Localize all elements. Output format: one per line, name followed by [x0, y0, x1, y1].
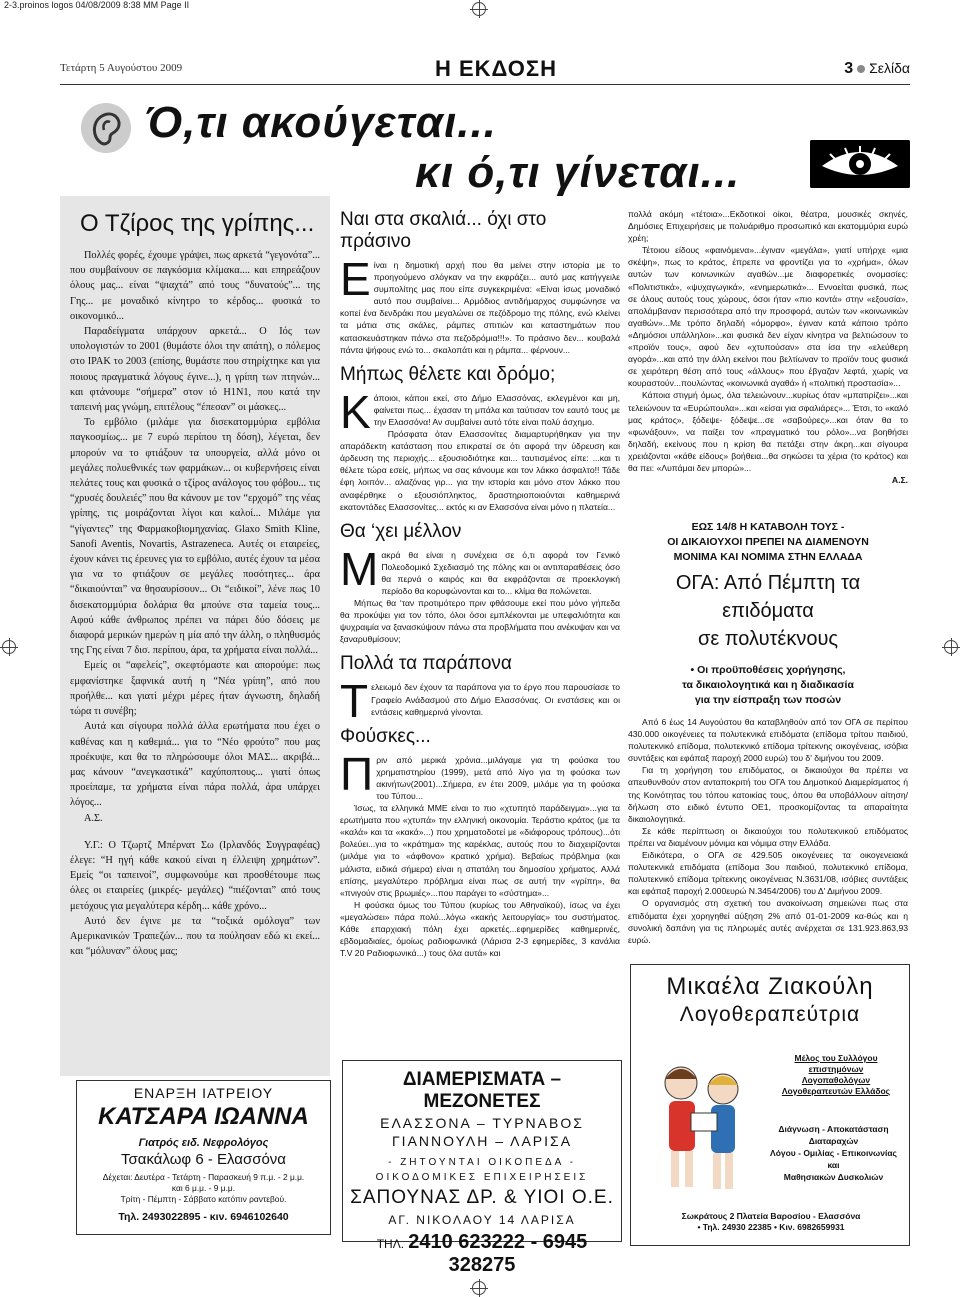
- registration-mark-icon: [472, 1281, 486, 1295]
- article-paragraph: Ειδικότερα, ο ΟΓΑ σε 429.505 οικογένειες τα οικογενειακά πολυτεκνικά επιδόματα (επίδομα 3ου παιδιού, πολυτεκνικό επίδομα, πολυτεκνικό επίδομα τρίτεκνης οικογένειας Ν.3631/08, ισόβιες συντάξεις και εφάπαξ παροχή 2.000ευρώ Ν.3454/2006) του Δ' Διμήνου 2009.: [628, 850, 908, 897]
- ad-title: Λογοθεραπεύτρια: [679, 1003, 861, 1026]
- article-paragraph: Σε κάθε περίπτωση οι δικαιούχοι του πολυτεκνικού επιδόματος πρέπει να διαμένουν μόνιμα και νόμιμα στην Ελλάδα.: [628, 825, 908, 848]
- article-paragraph: Παραδείγματα υπάρχουν αρκετά... Ο Ιός των υπολογιστών το 2001 (θυμάστε όλοι την απάτη), ο πόλεμος στο ΙΡΑΚ το 2003 (επίσης, θυμάστε που στηρίχτηκε και για ποιους πραγματικά λόγους έγινε...), η γρίπη των πτηνών... και φτάνουμε “σήμερα” στον ιό Η1Ν1, που κατά την ταπεινή μας γνώμη, επιτέλους “έπεσαν” οι μάσκες...: [70, 326, 320, 414]
- page-header: [60, 56, 910, 86]
- column-short-news: [340, 205, 620, 959]
- section-text: άποιοι, κάποιι εκεί, στο Δήμο Ελασσόνας, εκλεγμένοι και μη, φαίνεται πως... έχασαν τη μπάλα και ταύτισαν τον εαυτό τους με την Ελασσόνα! Αν συμβαίνει αυτό τότε είναι πολύ άσχημο.: [373, 392, 620, 427]
- registration-mark-icon: [472, 2, 486, 16]
- article-paragraph: Αυτά και σίγουρα πολλά άλλα ερωτήματα που έχει ο καθένας και η καθεμιά... για το “Νέο φρούτο” που μας προέκυψε, και θα το πληρώσουμε όλοι ΜΑΣ... ακριβά... μας κάνουν “ανεγκαστικά” καχύποπτους... γιατί όπως προείπαμε, τα χρήματα είναι πάρα πολλά, άρα υπάρχει λόγος...: [70, 721, 320, 809]
- ad-kicker: ΕΝΑΡΞΗ ΙΑΤΡΕΙΟΥ: [133, 1085, 274, 1101]
- section-text: πολλά ακόμη «τέτοια»...Εκδοτικοί οίκοι, θέατρα, μουσικές σκηνές, Δημόσιες Επιχειρήσεις με πολυάριθμο προσωπικό και εκατομμύρια ευρώ χρέη;: [628, 209, 908, 244]
- ad-name: ΚΑΤΣΑΡΑ ΙΩΑΝΝΑ: [98, 1103, 309, 1130]
- newspaper-name: Η ΕΚΔΟΣΗ: [435, 56, 557, 81]
- registration-mark-icon: [2, 640, 16, 654]
- section-title: Πολλά τα παράπονα: [340, 653, 512, 675]
- ad-phone: Τηλ. 2493022895 - κιν. 6946102640: [118, 1211, 289, 1223]
- ear-icon: [80, 102, 132, 154]
- banner-line-2: κι ό,τι γίνεται...: [415, 148, 741, 197]
- page-number: 3 Σελίδα: [844, 60, 910, 77]
- section-text: ακρά θα είναι η συνέχεια σε ό,τι αφορά τον Γενικό Πολεοδομικό Σχεδιασμό της πόλης και οι αντιπαραθέσεις όσο θα περνά ο καιρός και θα εκφράζονται σε προεκλογική περίοδο θα κορυφώνονται και το... κλίμα θα πολώνεται.: [381, 549, 620, 596]
- section-text: ριν από μερικά χρόνια...μιλάγαμε για τη φούσκα του χρηματιστηρίου (1999), μετά από λίγο για τη φούσκα των ακινήτων(2001)...Σήμερα, εν έτει 2009, μιλάμε για τη φούσκα του Τύπου...: [376, 754, 620, 801]
- ad-company-type: ΟΙΚΟΔΟΜΙΚΕΣ ΕΠΙΧΕΙΡΗΣΕΙΣ: [375, 1172, 589, 1183]
- article-body: [628, 716, 908, 946]
- ad-address: Τσακάλωφ 6 - Ελασσόνα: [121, 1151, 286, 1168]
- article-paragraph: Για τη χορήγηση του επιδόματος, οι δικαιούχοι θα πρέπει να απευθυνθούν στον ανταποκριτή του ΟΓΑ του Δημοτικού Διαμερίσματος ή της Κοινότητας του τόπου κατοικίας τους, όπου θα υποβάλλουν αίτηση/δήλωση στο ειδικό έντυπο ΟΕ1, προσκομίζοντας τα απαραίτητα δικαιολογητικά.: [628, 765, 908, 824]
- services: Διάγνωση - Αποκατάσταση Διαταραχών Λόγου - Ομιλίας - Επικοινωνίας και Μαθησιακών Δυσκολιών: [770, 1124, 897, 1182]
- children-illustration-icon: [641, 1053, 761, 1203]
- article-signature: Α.Σ.: [891, 475, 908, 486]
- section-title: Φούσκες...: [340, 725, 431, 747]
- ad-name: Μικαέλα Ζιακούλη: [666, 973, 874, 1000]
- drop-cap: Μ: [340, 542, 379, 595]
- drop-cap: Π: [340, 747, 374, 800]
- section-text: ελειωμό δεν έχουν τα παράπονα για το έργο που παρουσίασε το Γραφείο Ανάδασμού στο Δήμο Ελασσόνας. Οι ενστάσεις και οι εντάσεις καθημερινά γίνονται.: [371, 682, 620, 717]
- issue-date: Τετάρτη 5 Αυγούστου 2009: [60, 62, 183, 74]
- ad-headline: ΔΙΑΜΕΡΙΣΜΑΤΑ – ΜΕΖΟΝΕΤΕΣ: [402, 1069, 562, 1112]
- column-continuation: [628, 208, 908, 486]
- article-signature: Α.Σ.: [84, 812, 103, 824]
- article-paragraph: Αυτό δεν έγινε με τα “τοξικά ομόλογα” των Αμερικανικών Τραπεζών... που τα πούλησαν εδώ κι εκεί... και “μόλυναν” όλους μας;: [70, 915, 320, 958]
- article-flu-turnover: [60, 196, 330, 1076]
- kicker: ΕΩΣ 14/8 Η ΚΑΤΑΒΟΛΗ ΤΟΥΣ - ΟΙ ΔΙΚΑΙΟΥΧΟΙ ΠΡΕΠΕΙ ΝΑ ΔΙΑΜΕΝΟΥΝ ΜΟΝΙΜΑ ΚΑΙ ΝΟΜΙΜΑ ΣΤΗΝ ΕΛΛΑΔΑ: [667, 521, 869, 563]
- oga-article: [628, 520, 908, 946]
- ad-sapounas: [342, 1060, 622, 1276]
- section-title: Ναι στα σκαλιά... όχι στο πράσινο: [340, 209, 547, 252]
- ad-wanted: - ΖΗΤΟΥΝΤΑΙ ΟΙΚΟΠΕΔΑ -: [388, 1157, 576, 1168]
- section-text: Πρόσφατα όταν Ελασσονίτες διαμαρτυρήθηκαν για την απαράδεκτη κατάσταση που επικρατεί σε ότι αφορά την ύδρευση και άρδευση της περιοχής... εξουσιοδιότηκε και... ταυτισμένος είπε: ...και τι θέλετε τώρα εσείς, μήπως να σας κάνουμε και τον λάκκο άσφαλτο!! Τάδε έφη λοιπόν... αλαζόνας γιρ... για την ιστορία και μόνο στον λάκκο που αναφέρθηκε ο εξουσιόπληκτος, δραστηριοποιούνται καθημερινά εκατοντάδες Ελασσονίτες... εκτός κι αν Ελασσόνα είναι μόνο η πλατεία...: [340, 429, 620, 512]
- drop-cap: Ε: [340, 253, 371, 305]
- article-title: Ο Τζίρος της γρίπης...: [80, 210, 315, 237]
- print-slug: 2-3.proinos logos 04/08/2009 8:38 MM Page II: [0, 0, 960, 14]
- registration-mark-icon: [944, 640, 958, 654]
- section-text: Η φούσκα όμως του Τύπου (κυρίως του Αθηναϊκού), ίσως να έχει «μεγαλώσει» πάρα πολύ...λόγω «κακής λειτουργίας» του συστήματος. Κάθε επαρχιακή πόλη έχει αρκετές...εφημερίδες καθημερινές, εβδομαδιαίες, όμοίως ραδιοφωνικά (Λάρισα 2-3 εφημερίδες, 3 κανάλια Τ.V 20 Ραδιοφωνικά...) τους όλα αυτά» και: [340, 899, 620, 959]
- eye-icon: [810, 140, 910, 188]
- banner-line-1: Ό,τι ακούγεται...: [145, 98, 497, 147]
- section-text: Ίσως, τα ελληνικά ΜΜΕ είναι το πιο «χτυπητό παράδειγμα»...για τα ερωτήματα που «χτυπά» την ελληνική οικονομία. Τεράστιο κράτος (με τα «καλά» και τα «κακά»...) που χρηματοδοτεί με «διάφορους τρόπους)...ότι βολεύει...για το «κράτημα» της καρέκλας, αυτούς που το διαχειρίζονται (μιλάμε για το «άφθονο» κρατικό χρήμα). Βεβαίως πρόβλημα (και μάλιστα, ειδικά σήμερα) είναι η σπατάλη του δημοσίου χρήματος. Αλλά επίσης, μεγαλύτερο πρόβλημα είναι πως σε αυτή την «γρίπη», θα «πνιγούν στις βρωμιές»...που παράγει το «σύστημα»...: [340, 803, 620, 898]
- ad-locations: ΕΛΑΣΣΟΝΑ – ΤΥΡΝΑΒΟΣ: [380, 1115, 584, 1131]
- ad-phone: ΤΗΛ. 2410 623222 - 6945 328275: [376, 1231, 588, 1276]
- drop-cap: Τ: [340, 675, 369, 728]
- article-paragraph: Ο οργανισμός στη σχετική του ανακοίνωση σημειώνει πως στα επιδόματα έχει χορηγηθεί αύξηση 2% από 01-01-2009 κα-θώς και η συνολική δαπάνη για τις πληρωμές αυτές ανέρχεται σε 131.923.863,93 ευρώ.: [628, 898, 908, 945]
- header-rule: [60, 84, 910, 85]
- headline: ΟΓΑ: Από Πέμπτη τα επιδόματα σε πολυτέκνους: [675, 572, 861, 650]
- ad-doctor-katsara: [76, 1080, 331, 1235]
- ad-address: ΑΓ. ΝΙΚΟΛΑΟΥ 14 ΛΑΡΙΣΑ: [388, 1213, 576, 1227]
- article-paragraph: Πολλές φορές, έχουμε γράψει, πως αρκετά “γεγονότα”... που συμβαίνουν σε παγκόσμια κλίμακα.... και επηρεάζουν όλους μας... είναι “ψιαχτά” από τους “δυνατούς”... της Γης... με μοναδικό κίνητρο το κέρδος... φυσικά το οικονομικό...: [70, 250, 320, 322]
- section-title: Θα ‘χει μέλλον: [340, 520, 462, 542]
- drop-cap: Κ: [340, 385, 371, 438]
- ad-locations: ΓΙΑΝΝΟΥΛΗ – ΛΑΡΙΣΑ: [391, 1133, 573, 1149]
- section-text: Μήπως θα ‘ταν προτιμότερο πριν φθάσουμε εκεί που μόνο γήπεδα θα προκύψει για τον τόπο, όλοι όσοι εμπλέκονται με υπεφαλιότητα και ψυχραιμία να ξανασκύψουν πάνω στα προβλήματα που ανέκυψαν και να ξαναρυθμίσουν;: [340, 598, 620, 645]
- ad-contact: Σωκράτους 2 Πλατεία Βαρoσίου - Ελασσόνα • Τηλ. 24930 22385 • Κιν. 6982659931: [681, 1211, 861, 1232]
- article-paragraph: Υ.Γ.: Ο Τζωρτζ Μπέρνατ Σω (Ιρλανδός Συγγραφέας) έλεγε: “Η ηγή κάθε κακού είναι η έλλειψη χρημάτων”. Εμείς “οι ταπεινοί”, συμφωνούμε και προσθέτουμε πως όλες οι εταιρείες (μικρές- μεγάλες) “πιέζονται” από τους μετόχους για μεγαλύτερα κέρδη... κάθε χρόνο...: [70, 839, 320, 912]
- ad-speech-therapist: [630, 964, 910, 1246]
- membership: Μέλος του Συλλόγου επιστημόνων Λογοπαθολόγων Λογοθεραπευτών Ελλάδος: [781, 1053, 891, 1096]
- section-text: Τέτοιου είδους «φαινόμενα»...έγιναν «μεγάλα», γιατί υπήρχε «μια σκέψη», πως το κράτος, έπρεπε να φροντίζει για το «χρήμα», όλων αυτών των κοινωνικών αγαθών...με διαφορετικές ονομασίες: «Πολιτιστικά», «ψυχαγωγικά», «ενημερωτικά»... Εννοείται φυσικά, πως σε όλους αυτούς τους χώρους, όσοι ήταν «πιο κοντά» στην «εξουσία», απολάμβαναν περισσότερα από την προσφορά, αυτών των «κοινωνικών αγαθών»...Με τρόπο δηλαδή «όμορφο», έγιναν κατά κάποιο τρόπο «Δημόσιοι υπάλληλοι»...και φυσικά δεν είχαν κίνητρα να βελτιώσουν το «προϊόν τους», αφού δεν «χτυπούσαν» στα ίσα την «ελεύθερη αγορά»...και από την άλλη εκείνοι που βελτίωναν το προϊόν τους φυσικά σε χειρότερη θέση από τους «άλλους» που έβγαζαν λεφτά, χωρίς να κουραστούν...πουλώντας «κοινωνικά αγαθά» ή «πολιτική προστασία»...: [628, 245, 908, 389]
- article-paragraph: Από 6 έως 14 Αυγούστου θα καταβληθούν από τον ΟΓΑ σε περίπου 430.000 οικογένειες τα πολυτεκνικά επιδόματα (επίδομα τρίτου παιδιού, πολυτεκνικό επίδομα, πολυτεκνικό επίδομα τρίτεκνης οικογένειας, ισόβια συντάξεις και εφάπαξ παροχή 2000 ευρώ) του δ' διμήνου του 2009.: [628, 717, 908, 764]
- article-paragraph: Εμείς οι “αφελείς”, σκεφτόμαστε και απορούμε: πως εμφανίστηκε ξαφνικά αυτή η “Νέα γρίπη”, από που προήλθε... και γιατί μέχρι μέρες ήταν άγνωστη, δηλαδή τώρα τι συνέβη;: [70, 660, 320, 718]
- subheadline: • Οι προϋποθέσεις χορήγησης, τα δικαιολογητικά και η διαδικασία για την είσπραξη των ποσών: [682, 664, 854, 706]
- ad-company-name: ΣΑΠΟΥΝΑΣ ΔΡ. & ΥΙΟΙ Ο.Ε.: [350, 1187, 614, 1208]
- article-paragraph: Το εμβόλιο (μιλάμε για δισεκατομμύρια εμβόλια παγκοσμίως... με 7 ευρώ περίπου τη δόση), λέγεται, δεν μπορούν να το φτιάξουν τα υπουργεία, αλλά μόνο οι μεγάλες πολυεθνικές των φαρμάκων... οι κυβερνήσεις είναι πελάτες τους και φυσικά ο τζίρος ανάλογος του φόβου... τις “χρυσές δουλειές” που θα κάνουν με τον “ερχομό” της νέας γρίπης, τις μοιράζονται λίγοι και καλοί... Μιλάμε για “γίγαντες” της Φαρμακοβιομηχανίας. Glaxo Smith Kline, Sanofi Aventis, Novartis, Astrazeneca. Αυτές οι εταιρείες, έχουν κάνει τις έρευνες για το εμβόλιο, αυτές έχουν τα μέσα για να το φτιάξουν σε μεγάλες ποσότητες... άρα “δικαιούνται” να θησαυρίσουν... Οι “ειδικοί”, λένε πως 10 δισεκατομμύρια δολάρια θα μπούνε στα ταμεία τους... Αφού κάθε άνθρωπος πρέπει να πάρει δύο δόσεις με διαφορά μερικών ημερών η μία από την άλλη, ο πληθυσμός της Γης είναι 7 δισ. περίπου, άρα, τα χρήματα είναι πολλά...: [70, 417, 320, 657]
- section-text: ίναι η δημοτική αρχή που θα μείνει στην ιστορία με το προηγούμενο σλόγκαν να την εκφράζει... αυτό μας κατήγγειλε συμπολίτης μας που είπε συγκεκριμένα: «Είναι ίσως μοναδικό αυτό που συμβαίνει... Αρμόδιος αντιδήμαρχος συμφώνησε να κοπεί ένα δενδράκι που μεγαλώνει σε πεζόδρομο της πόλης, ενώ κλείνει τα μάτια στις σκάλες, ράμπες σπιτιών και καταστημάτων που κατασκευάστηκαν πάνω στα πεζοδρόμια!!!». Το πράσινο δεν... κουβαλά πάντα ψήφους ενώ το... σκαλοπάτι και η ράμπα... φέρνουν...: [340, 260, 620, 355]
- ad-role: Γιατρός ειδ. Νεφρολόγος: [138, 1137, 269, 1149]
- section-text: Κάποια στιγμή όμως, όλα τελειώνουν...κυρίως όταν «μπατιρίζει»...και τελειώνουν τα «Ευρώπουλα»...και «είσαι για σφαλιάρες»... Έτσι, το «καλό μας κράτος», ξόδεψε- ξόδεψε...σε «σαβούρες»...και όταν θα το «φωνάξουν», να παίξει τον «πραγματικό του ρόλο»...να βοηθήσει δηλαδή, εκείνους που η κρίση θα πετάξει στην άκρη...και σίγουρα χρειάζονται «κάθε είδους» βοήθεια...θα σηκώσει τα χέρια (το κράτος) και θα πει: «Λυπάμαι δεν μπορώ»...: [628, 390, 908, 473]
- bullet-icon: [857, 65, 865, 73]
- section-title: Μήπως θέλετε και δρόμο;: [340, 363, 556, 385]
- ad-hours: Δέχεται: Δευτέρα - Τετάρτη - Παρασκευή 9 π.μ. - 2 μ.μ. και 6 μ.μ. - 9 μ.μ. Τρίτη - Πέμπτη - Σάββατο κατόπιν ραντεβού.: [102, 1172, 305, 1204]
